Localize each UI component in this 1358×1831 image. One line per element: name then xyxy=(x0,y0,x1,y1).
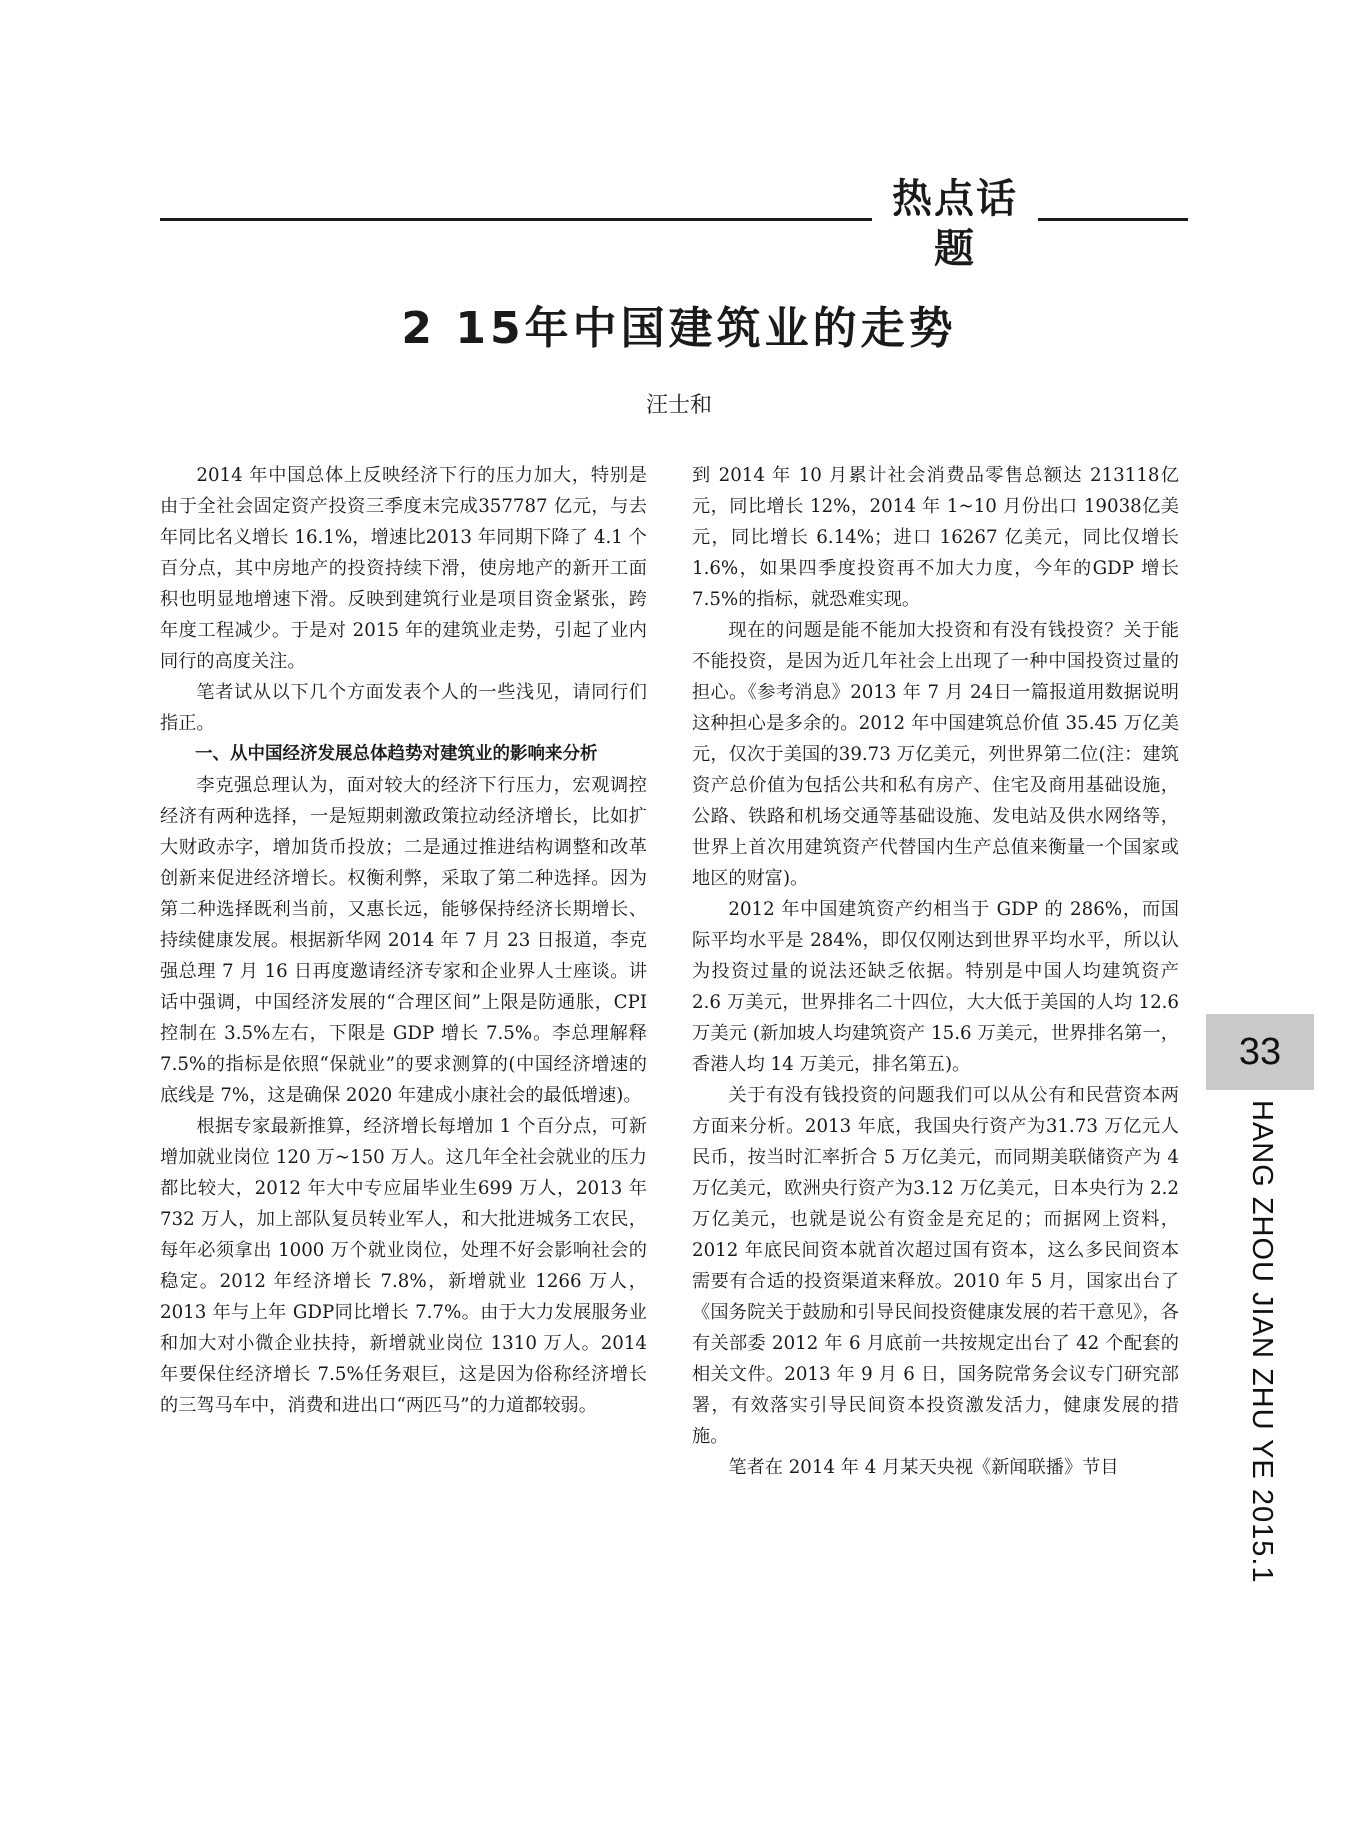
paragraph: 笔者试从以下几个方面发表个人的一些浅见，请同行们指正。 xyxy=(160,682,647,734)
paragraph: 根据专家最新推算，经济增长每增加 1 个百分点，可新增加就业岗位 120 万~150 万人。这几年全社会就业的压力都比较大，2012 年大中专应届毕业生699 万人，2013 年 732 万人，加上部队复员转业军人，和大批进城务工农民，每年必须拿出 1000 万个就业岗位，处理不好会影响社会的稳定。2012 年经济增长 7.8%，新增就业 1266 万人，2013 年与上年 GDP同比增长 7.7%。由于大力发展服务业和加大对小微企业扶持，新增就业岗位 1310 万人。2014 年要保住经济增长 7.5%任务艰巨，这是因为俗称经济增长的三驾马车中，消费和进出口“两匹马”的力道都较弱。 xyxy=(160,1116,647,1416)
page-number: 33 xyxy=(1238,1030,1282,1073)
article-title: 2 15年中国建筑业的走势 xyxy=(401,303,957,354)
running-footer: HANG ZHOU JIAN ZHU YE 2015.1 xyxy=(1246,1100,1278,1584)
paragraph: 现在的问题是能不能加大投资和有没有钱投资？关于能不能投资，是因为近几年社会上出现了一种中国投资过量的担心。《参考消息》2013 年 7 月 24日一篇报道用数据说明这种担心是多余的。2012 年中国建筑总价值 35.45 万亿美元，仅次于美国的39.73 万亿美元，列世界第二位(注：建筑资产总价值为包括公共和私有房产、住宅及商用基础设施，公路、铁路和机场交通等基础设施、发电站及供水网络等，世界上首次用建筑资产代替国内生产总值来衡量一个国家或地区的财富)。 xyxy=(692,620,1179,889)
article-author: 汪士和 xyxy=(645,393,712,418)
header-rule-left xyxy=(160,218,872,221)
paragraph: 到 2014 年 10 月累计社会消费品零售总额达 213118亿元，同比增长 12%，2014 年 1~10 月份出口 19038亿美元，同比增长 6.14%；进口 16267 亿美元，同比仅增长 1.6%，如果四季度投资再不加大力度，今年的GDP 增长 7.5%的指标，就恐难实现。 xyxy=(692,465,1179,610)
paragraph: 李克强总理认为，面对较大的经济下行压力，宏观调控经济有两种选择，一是短期刺激政策拉动经济增长，比如扩大财政赤字，增加货币投放；二是通过推进结构调整和改革创新来促进经济增长。权衡利弊，采取了第二种选择。因为第二种选择既利当前，又惠长远，能够保持经济长期增长、持续健康发展。根据新华网 2014 年 7 月 23 日报道，李克强总理 7 月 16 日再度邀请经济专家和企业界人士座谈。讲话中强调，中国经济发展的“合理区间”上限是防通胀，CPI 控制在 3.5%左右，下限是 GDP 增长 7.5%。李总理解释 7.5%的指标是依照“保就业”的要求测算的(中国经济增速的底线是 7%，这是确保 2020 年建成小康社会的最低增速)。 xyxy=(160,775,647,1106)
paragraph: 2014 年中国总体上反映经济下行的压力加大，特别是由于全社会固定资产投资三季度末完成357787 亿元，与去年同比名义增长 16.1%，增速比2013 年同期下降了 4.1 个百分点，其中房地产的投资持续下滑，使房地产的新开工面积也明显地增速下滑。反映到建筑行业是项目资金紧张，跨年度工程减少。于是对 2015 年的建筑业走势，引起了业内同行的高度关注。 xyxy=(160,465,647,672)
paragraph: 2012 年中国建筑资产约相当于 GDP 的 286%，而国际平均水平是 284%，即仅仅刚达到世界平均水平，所以认为投资过量的说法还缺乏依据。特别是中国人均建筑资产 2.6 万美元，世界排名二十四位，大大低于美国的人均 12.6 万美元 (新加坡人均建筑资产 15.6 万美元，世界排名第一，香港人均 14 万美元，排名第五)。 xyxy=(692,899,1179,1075)
section-tag: 热点话题 xyxy=(892,176,1018,272)
paragraph: 笔者在 2014 年 4 月某天央视《新闻联播》节目 xyxy=(728,1457,1119,1478)
page-number-tab xyxy=(1206,1014,1314,1090)
section-heading: 一、从中国经济发展总体趋势对建筑业的影响来分析 xyxy=(195,744,598,764)
paragraph: 关于有没有钱投资的问题我们可以从公有和民营资本两方面来分析。2013 年底，我国央行资产为31.73 万亿元人民币，按当时汇率折合 5 万亿美元，而同期美联储资产为 4 万亿美元，欧洲央行资产为3.12 万亿美元，日本央行为 2.2 万亿美元，也就是说公有资金是充足的；而据网上资料，2012 年底民间资本就首次超过国有资本，这么多民间资本需要有合适的投资渠道来释放。2010 年 5 月，国家出台了《国务院关于鼓励和引导民间投资健康发展的若干意见》，各有关部委 2012 年 6 月底前一共按规定出台了 42 个配套的相关文件。2013 年 9 月 6 日，国务院常务会议专门研究部署，有效落实引导民间资本投资激发活力，健康发展的措施。 xyxy=(692,1085,1179,1447)
header-rule-right xyxy=(1038,218,1188,221)
left-column xyxy=(160,460,647,1421)
right-column xyxy=(692,460,1179,1483)
